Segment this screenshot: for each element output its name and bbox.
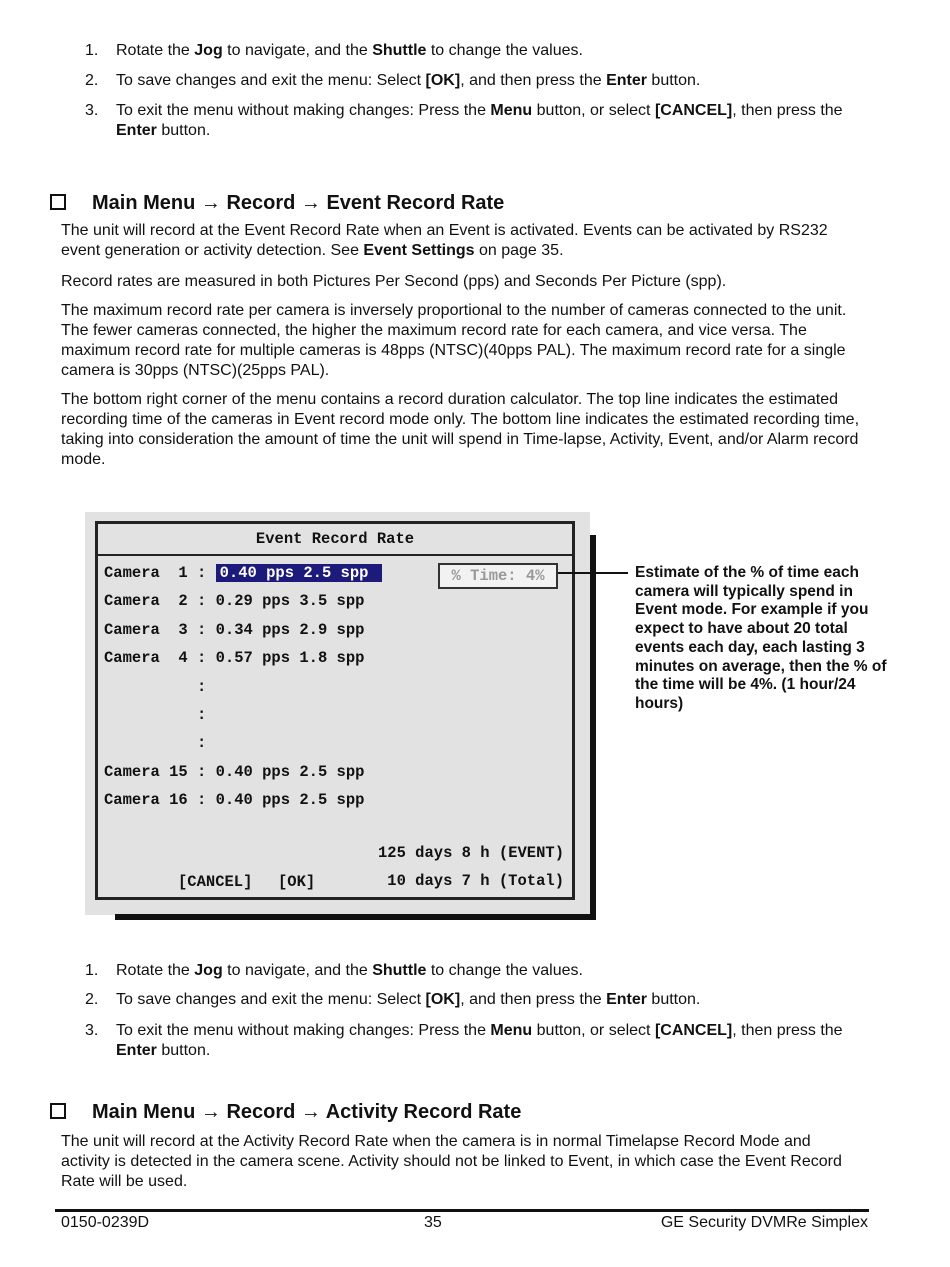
list-text: To exit the menu without making changes: Press the Menu button, or select [CANCEL], then press the Enter button. <box>116 1022 843 1059</box>
list-item <box>85 41 845 61</box>
camera-label: : <box>104 734 207 753</box>
list-number: 3. <box>85 1022 99 1039</box>
selected-rate-value[interactable]: 0.40 pps 2.5 spp <box>216 564 383 582</box>
menu-shadow <box>115 914 596 920</box>
section2-paragraph: The unit will record at the Activity Record Rate when the camera is in normal Timelapse Record Mode and activity is detected in the camera scene. Activity should not be linked to Event, in which case the Event Record Rate will be used. <box>61 1133 842 1190</box>
camera-label: Camera 2 : <box>104 592 216 611</box>
list-item <box>85 1021 845 1061</box>
menu-title: Event Record Rate <box>255 530 415 548</box>
camera-row[interactable] <box>104 791 364 809</box>
list-number: 1. <box>85 42 99 59</box>
footer-rule <box>55 1209 869 1212</box>
callout-text: Estimate of the % of time each camera will typically spend in Event mode. For example if you expect to have about 20 total events each day, each lasting 3 minutes on average, then the % of the time will be 4%. (1 hour/24 hours) <box>635 564 887 712</box>
camera-label: Camera 15 : <box>104 762 216 781</box>
list-text: Rotate the Jog to navigate, and the Shuttle to change the values. <box>116 42 583 59</box>
camera-row <box>104 734 206 752</box>
checkbox-bullet-icon <box>50 194 66 210</box>
camera-row <box>104 678 206 696</box>
list-item <box>85 101 845 141</box>
paragraph: Record rates are measured in both Pictures Per Second (pps) and Seconds Per Picture (spp). <box>61 273 727 290</box>
list-number: 2. <box>85 72 99 89</box>
camera-row[interactable] <box>104 763 364 781</box>
cancel-button[interactable]: [CANCEL] <box>178 873 253 891</box>
menu-shadow <box>590 535 596 920</box>
event-record-rate-menu <box>95 521 575 900</box>
list-item <box>85 990 845 1010</box>
percent-time-field[interactable]: % Time: 4% <box>438 563 558 589</box>
paragraph: The maximum record rate per camera is inversely proportional to the number of cameras connected to the unit. The fewer cameras connected, the higher the maximum record rate for each camera, and vice versa. The maximum record rate for multiple cameras is 48pps (NTSC)(40pps PAL). The maximum record rate for a single camera is 30pps (NTSC)(25pps PAL). <box>61 302 847 379</box>
section-heading-event-record-rate <box>50 192 504 215</box>
rate-value[interactable]: 0.29 pps 3.5 spp <box>215 592 365 611</box>
list-item <box>85 961 845 981</box>
paragraph: The unit will record at the Event Record Rate when an Event is activated. Events can be activated by RS232 event generation or activity detection. See Event Settings on page 35. <box>61 222 828 259</box>
footer-page-number: 35 <box>424 1214 442 1231</box>
menu-divider <box>98 554 572 556</box>
list-text: To save changes and exit the menu: Select [OK], and then press the Enter button. <box>116 991 701 1008</box>
footer-doc-number: 0150-0239D <box>61 1214 150 1231</box>
camera-row[interactable] <box>104 621 364 639</box>
section-heading-activity-record-rate <box>50 1101 521 1124</box>
heading-text: Main Menu → Record → Event Record Rate <box>92 192 505 214</box>
rate-value[interactable]: 0.34 pps 2.9 spp <box>215 620 365 639</box>
list-text: Rotate the Jog to navigate, and the Shuttle to change the values. <box>116 962 583 979</box>
list-number: 3. <box>85 102 99 119</box>
camera-label: Camera 4 : <box>104 649 216 668</box>
ok-button[interactable]: [OK] <box>278 873 316 891</box>
camera-row <box>104 706 206 724</box>
camera-label: Camera 16 : <box>104 791 216 810</box>
heading-text: Main Menu → Record → Activity Record Rate <box>92 1101 522 1123</box>
camera-label: Camera 1 : <box>104 564 216 582</box>
list-number: 2. <box>85 991 99 1008</box>
checkbox-bullet-icon <box>50 1103 66 1119</box>
rate-value[interactable]: 0.40 pps 2.5 spp <box>215 791 365 810</box>
camera-label: : <box>104 706 207 724</box>
list-item <box>85 71 845 91</box>
rate-value[interactable]: 0.40 pps 2.5 spp <box>215 762 365 781</box>
paragraph: The bottom right corner of the menu contains a record duration calculator. The top line indicates the estimated recording time of the cameras in Event record mode only. The bottom line indicates the estimated recording time, taking into consideration the amount of time the unit will spend in Time-lapse, Activity, Event, and/or Alarm record mode. <box>61 391 860 468</box>
footer-product: GE Security DVMRe Simplex <box>660 1214 868 1231</box>
rate-value[interactable]: 0.57 pps 1.8 spp <box>215 649 365 668</box>
list-number: 1. <box>85 962 99 979</box>
camera-label: : <box>104 677 207 696</box>
camera-row[interactable] <box>104 649 364 667</box>
camera-row[interactable] <box>104 564 382 582</box>
list-text: To save changes and exit the menu: Select [OK], and then press the Enter button. <box>116 72 701 89</box>
total-duration: 10 days 7 h (Total) <box>387 872 564 890</box>
camera-row[interactable] <box>104 592 364 610</box>
event-duration: 125 days 8 h (EVENT) <box>377 844 564 862</box>
camera-label: Camera 3 : <box>104 620 216 639</box>
callout-leader-line <box>558 572 628 574</box>
list-text: To exit the menu without making changes: Press the Menu button, or select [CANCEL], then press the Enter button. <box>116 102 843 139</box>
